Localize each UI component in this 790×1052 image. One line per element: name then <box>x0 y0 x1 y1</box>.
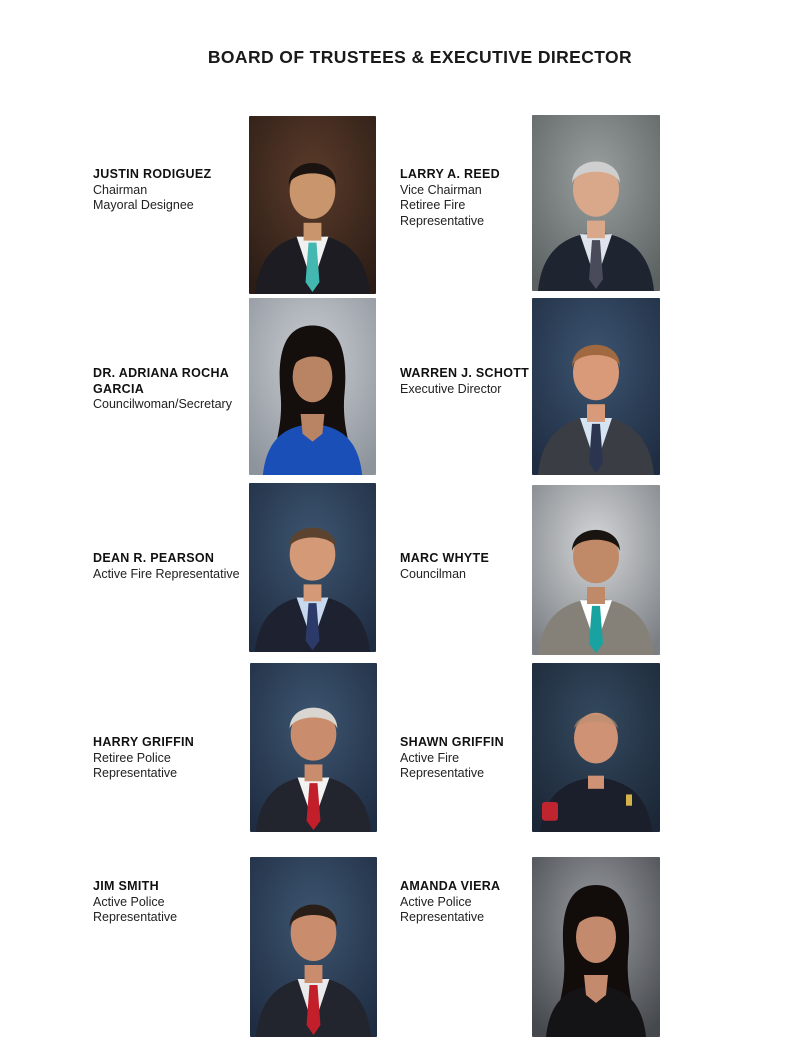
member-role: Representative <box>93 910 178 924</box>
member-photo <box>249 116 376 294</box>
portrait-photo <box>532 485 660 655</box>
portrait-photo <box>532 663 660 832</box>
portrait-photo <box>532 298 660 475</box>
member-role: Councilwoman/Secretary <box>93 397 232 411</box>
member-name: LARRY A. REED <box>400 167 500 181</box>
portrait-photo <box>249 298 376 475</box>
member-role: Mayoral Designee <box>93 198 194 212</box>
member-info <box>93 735 253 782</box>
portrait-photo <box>249 116 376 294</box>
page-title: BOARD OF TRUSTEES & EXECUTIVE DIRECTOR <box>207 47 633 67</box>
member-name: MARC WHYTE <box>400 551 490 565</box>
portrait-photo <box>532 115 660 291</box>
member-name: HARRY GRIFFIN <box>93 735 195 749</box>
portrait-photo <box>249 483 376 652</box>
member-photo <box>249 298 376 475</box>
member-role: Active Police <box>93 894 165 909</box>
member-role: Chairman <box>93 182 148 197</box>
member-role: Active Fire Representative <box>93 566 240 581</box>
member-photo <box>532 663 660 832</box>
member-photo <box>532 115 660 291</box>
member-role: Retiree Fire <box>400 198 466 212</box>
member-photo <box>532 298 660 475</box>
member-role: Representative <box>400 910 485 924</box>
member-photo <box>532 485 660 655</box>
member-photo <box>250 857 377 1037</box>
member-role: Vice Chairman <box>400 182 482 197</box>
member-info <box>93 366 253 413</box>
member-info <box>93 551 253 582</box>
member-name: SHAWN GRIFFIN <box>400 735 504 749</box>
portrait-photo <box>250 857 377 1037</box>
member-role: Representative <box>93 766 178 780</box>
portrait-photo <box>532 857 660 1037</box>
member-photo <box>249 483 376 652</box>
member-role: Executive Director <box>400 381 502 396</box>
member-info <box>93 879 253 926</box>
member-info <box>400 366 535 397</box>
member-role: Active Police <box>400 894 472 909</box>
member-role: Representative <box>400 213 485 228</box>
member-photo <box>250 663 377 832</box>
member-name: DEAN R. PEARSON <box>93 551 215 565</box>
member-name: JIM SMITH <box>93 879 159 893</box>
member-info <box>93 167 253 214</box>
member-name: JUSTIN RODIGUEZ <box>93 167 212 181</box>
member-role: Active Fire <box>400 750 460 765</box>
member-role: Retiree Police <box>93 750 171 765</box>
member-name: DR. ADRIANA ROCHA GARCIA <box>93 366 229 396</box>
portrait-photo <box>250 663 377 832</box>
member-name: AMANDA VIERA <box>400 879 501 893</box>
member-role: Representative <box>400 766 485 780</box>
member-photo <box>532 857 660 1037</box>
member-name: WARREN J. SCHOTT <box>400 366 530 380</box>
member-role: Councilman <box>400 566 467 581</box>
